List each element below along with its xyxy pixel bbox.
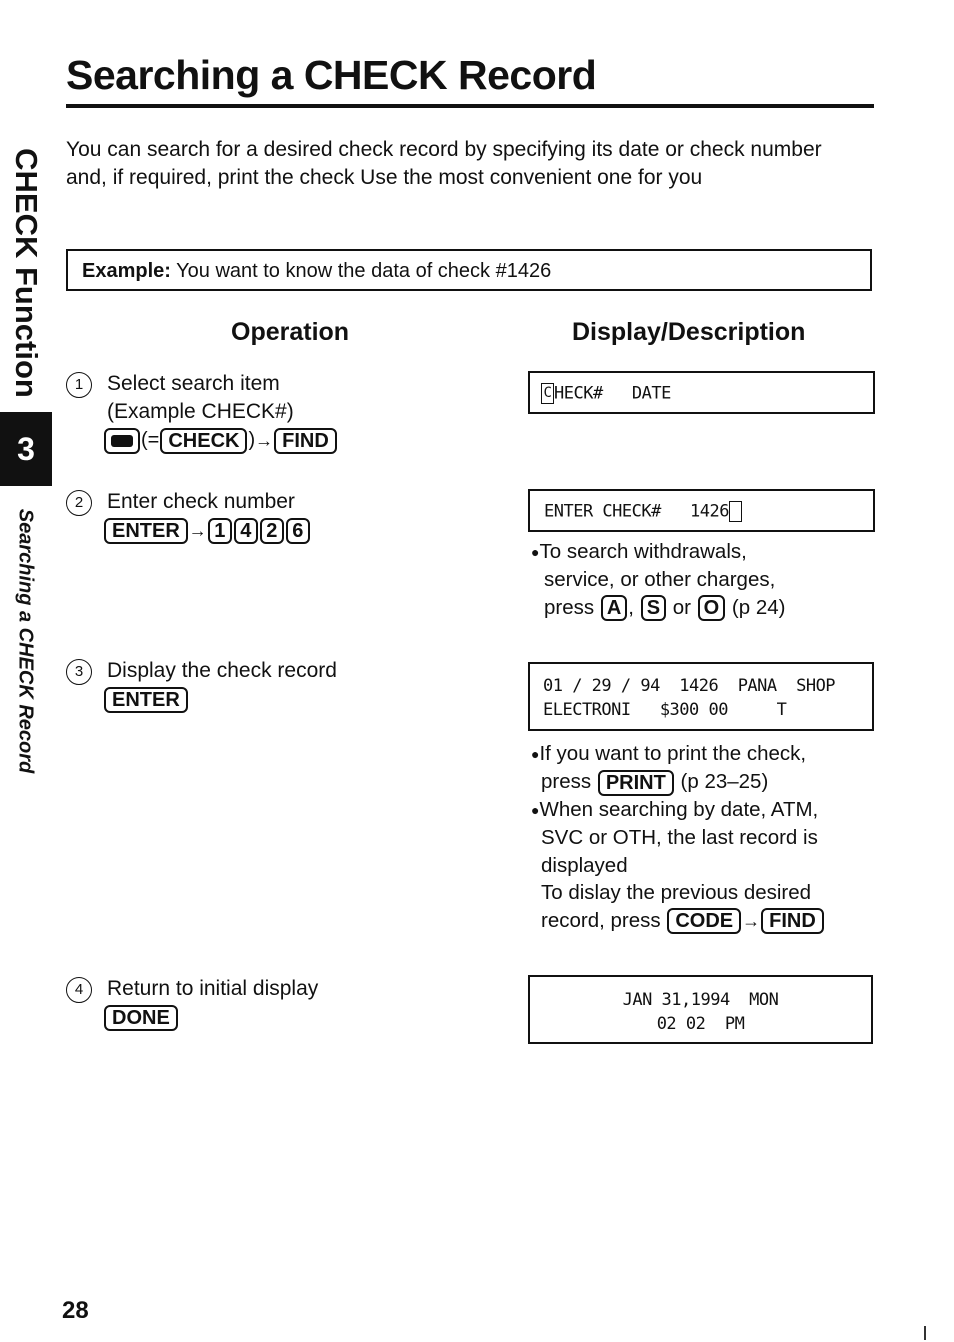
step-1-number: 1: [66, 372, 92, 398]
step-4-keys: [103, 1003, 179, 1031]
page-number: 28: [62, 1297, 89, 1324]
s-key[interactable]: S: [641, 595, 666, 621]
done-key[interactable]: DONE: [104, 1005, 178, 1031]
bullet-icon: ●: [531, 543, 540, 560]
note-3b-line-1: ●When searching by date, ATM,: [531, 797, 819, 821]
note-3b-line-5: record, press CODE → FIND: [531, 907, 825, 935]
section-title-vertical: [8, 488, 42, 793]
title-rule: [66, 104, 874, 108]
lcd-display-3: [528, 662, 874, 731]
lcd-1-line-1: [541, 383, 873, 404]
example-box: [66, 249, 872, 291]
paren-open: (=: [141, 429, 160, 451]
chapter-title-text: CHECK Function: [9, 147, 44, 398]
step-2-number: 2: [66, 490, 92, 516]
lcd-display-2: [528, 489, 875, 532]
find-key[interactable]: FIND: [274, 428, 337, 454]
check-key[interactable]: CHECK: [160, 428, 247, 454]
print-key[interactable]: PRINT: [598, 770, 674, 796]
find-key[interactable]: FIND: [761, 908, 824, 934]
lcd-3-line-2: ELECTRONI $300 00 T: [543, 700, 787, 720]
step-3-keys: [103, 685, 189, 713]
step-1-text: [107, 370, 294, 426]
chapter-title-vertical: [4, 140, 48, 405]
note-2-line-2: service, or other charges,: [544, 568, 776, 592]
lcd-2-line-1: [544, 501, 873, 522]
step-3-line-1: Display the check record: [107, 659, 337, 682]
step-3-number: 3: [66, 659, 92, 685]
example-label: Example:: [82, 260, 171, 282]
keyboard-icon: [111, 435, 133, 447]
lcd-display-4: [528, 975, 873, 1044]
step-1-line-2: (Example CHECK#): [107, 400, 294, 423]
lcd-4-line-2: 02 02 PM: [656, 1014, 745, 1034]
arrow-icon: →: [188, 520, 207, 541]
enter-key[interactable]: ENTER: [104, 687, 188, 713]
example-text: You want to know the data of check #1426: [170, 260, 552, 282]
lcd-4-line-1: JAN 31,1994 MON: [622, 990, 779, 1010]
note-3b-line-2: SVC or OTH, the last record is: [541, 826, 818, 850]
keyboard-key[interactable]: [104, 428, 140, 454]
a-key[interactable]: A: [601, 595, 627, 621]
digit-key-6[interactable]: 6: [286, 518, 310, 544]
lcd-2-text: ENTER CHECK# 1426: [544, 501, 729, 522]
step-1-line-1: Select search item: [107, 372, 280, 395]
step-4-number: 4: [66, 977, 92, 1003]
code-key[interactable]: CODE: [667, 908, 741, 934]
digit-key-1[interactable]: 1: [208, 518, 232, 544]
lcd-3-line-1: 01 / 29 / 94 1426 PANA SHOP: [543, 676, 836, 696]
note-2-line-3: press A , S or O (p 24): [544, 595, 786, 620]
lcd-cursor: C: [541, 383, 554, 404]
note-2-line-1: ●To search withdrawals,: [531, 540, 747, 563]
o-key[interactable]: O: [698, 595, 726, 621]
operation-heading: Operation: [231, 318, 350, 346]
bullet-icon: ●: [531, 745, 540, 762]
enter-key[interactable]: ENTER: [104, 518, 188, 544]
digit-key-4[interactable]: 4: [234, 518, 258, 544]
paren-close: ): [248, 429, 256, 451]
arrow-icon: →: [255, 430, 274, 451]
page-title: Searching a CHECK Record: [66, 52, 597, 98]
bullet-icon: ●: [531, 801, 540, 818]
step-1-keys: [103, 426, 338, 455]
corner-mark: [924, 1326, 926, 1340]
note-3b-line-3: displayed: [541, 853, 628, 877]
lcd-cursor: [729, 501, 742, 522]
step-4-line-1: Return to initial display: [107, 977, 319, 1000]
digit-key-2[interactable]: 2: [260, 518, 284, 544]
step-2-keys: [103, 516, 311, 545]
display-heading: Display/Description: [572, 318, 806, 346]
section-title-text: Searching a CHECK Record: [14, 508, 37, 773]
note-3a-line-1: ●If you want to print the check,: [531, 742, 807, 765]
step-3-notes: [531, 740, 825, 935]
lcd-1-text: HECK# DATE: [554, 383, 671, 404]
note-3b-line-4: To dislay the previous desired: [541, 881, 812, 905]
note-3a-line-2: press PRINT (p 23–25): [541, 770, 769, 794]
step-2-note: [531, 538, 785, 621]
chapter-number-tab: 3: [0, 412, 52, 486]
lcd-display-1: [528, 371, 875, 414]
intro-paragraph: You can search for a desired check record by specifying its date or check number and, if required, print the check Use the most convenient one for you: [66, 138, 822, 189]
arrow-icon: →: [742, 910, 761, 931]
step-2-line-1: Enter check number: [107, 490, 295, 513]
